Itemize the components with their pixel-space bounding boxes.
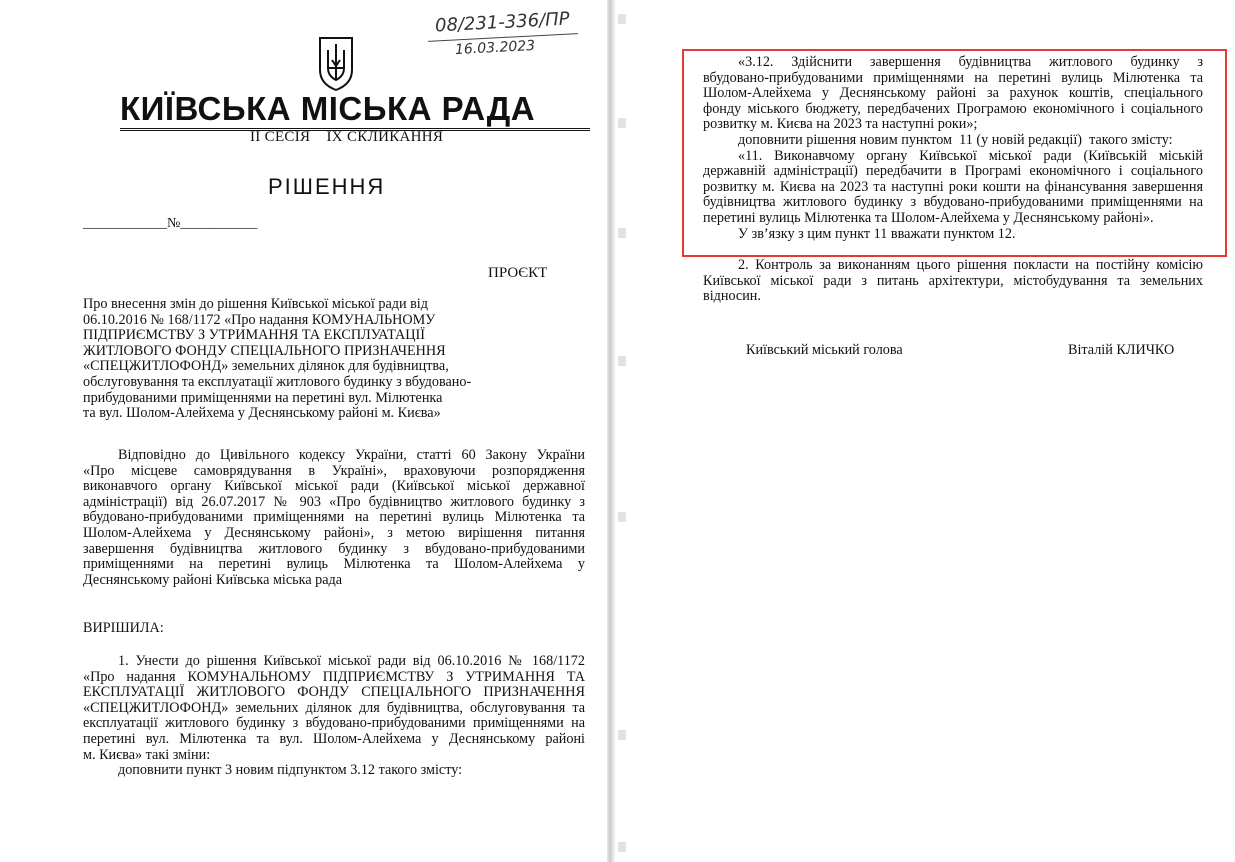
- heading-line: обслуговування та експлуатації житлового будинку з вбудовано-: [83, 373, 472, 390]
- scan-artifact: [618, 228, 626, 238]
- scan-artifact: [618, 730, 626, 740]
- registration-number: 08/231-336/ПР: [434, 8, 571, 37]
- heading-line: «СПЕЦЖИТЛОФОНД» земельних ділянок для будівництва,: [83, 358, 449, 375]
- subpoint-line: вбудовано-прибудованими приміщеннями на перетині вулиць Мілютенка та: [703, 69, 1203, 86]
- scan-artifact: [618, 356, 626, 366]
- subpoint-3-12: [703, 55, 1203, 242]
- item-2-line: 2. Контроль за виконанням цього рішення покласти на постійну комісію: [738, 257, 1203, 273]
- session-line: II СЕСІЯ IX СКЛИКАННЯ: [250, 129, 444, 145]
- item-2: [703, 258, 1203, 305]
- signature-name: Віталій КЛИЧКО: [1068, 342, 1175, 358]
- decision-heading: [83, 297, 553, 422]
- subpoint-line: розвитку м. Києва на 2023 та наступні роки»;: [703, 116, 978, 133]
- preamble-line: «Про місцеве самоврядування в Україні», враховуючи розпорядження: [83, 462, 585, 479]
- item-1-subline: доповнити пункт 3 новим підпунктом 3.12 такого змісту:: [118, 762, 463, 779]
- item-1-line: «Про надання КОМУНАЛЬНОМУ ПІДПРИЄМСТВУ З УТРИМАННЯ ТА: [83, 668, 585, 685]
- heading-line: 06.10.2016 № 168/1172 «Про надання КОМУНАЛЬНОМУ: [83, 311, 436, 328]
- scan-artifact: [618, 512, 626, 522]
- council-name: КИЇВСЬКА МІСЬКА РАДА: [120, 90, 536, 127]
- item-1-line: експлуатації житлового будинку з вбудовано-прибудованими приміщеннями на: [83, 715, 585, 732]
- scan-artifact: [618, 118, 626, 128]
- item-1-line: 1. Унести до рішення Київської міської ради від 06.10.2016 № 168/1172: [118, 653, 585, 669]
- subpoint-line: фонду міського бюджету, передбачених Програмою економічного і соціального: [703, 100, 1203, 117]
- renumber-line: У зв’язку з цим пункт 11 вважати пунктом 12.: [738, 225, 1016, 242]
- date-number-line: ____________№___________: [83, 216, 258, 231]
- item-1-line: ЕКСПЛУАТАЦІЇ ЖИТЛОВОГО ФОНДУ СПЕЦІАЛЬНОГО ПРИЗНАЧЕННЯ: [83, 684, 585, 701]
- item-11-line: перетині вулиць Мілютенка та Шолом-Алейхема у Деснянському районі».: [703, 209, 1154, 226]
- preamble: [83, 448, 585, 588]
- subpoint-line: Шолом-Алейхема у Деснянському районі за рахунок коштів, спеціального: [703, 85, 1203, 102]
- resolved-label: ВИРІШИЛА:: [83, 620, 164, 636]
- preamble-line: Шолом-Алейхема у Деснянському районі», з метою вирішення питання: [83, 524, 585, 541]
- heading-line: прибудованими приміщеннями на перетині вул. Мілютенка: [83, 389, 443, 406]
- item-1-line: м. Києва» такі зміни:: [83, 746, 211, 763]
- subpoint-line: «3.12. Здійснити завершення будівництва житлового будинку з: [738, 54, 1203, 70]
- decision-title: РІШЕННЯ: [268, 174, 386, 199]
- coat-of-arms-icon: [316, 36, 356, 92]
- item-11-line: «11. Виконавчому органу Київської міської ради (Київській міській: [738, 147, 1203, 164]
- item-11-line: державній адміністрації) передбачити в Програмі економічного і соціального: [703, 163, 1203, 180]
- add-item-line: доповнити рішення новим пунктом 11 (у новій редакції) такого змісту:: [738, 131, 1173, 148]
- item-11-line: будівництва житлового будинку з вбудовано-прибудованими приміщеннями на: [703, 194, 1203, 211]
- item-1: [83, 654, 585, 779]
- preamble-line: Відповідно до Цивільного кодексу України, статті 60 Закону України: [118, 447, 585, 463]
- heading-line: ПІДПРИЄМСТВУ З УТРИМАННЯ ТА ЕКСПЛУАТАЦІЇ: [83, 327, 425, 344]
- item-2-line: відносин.: [703, 288, 761, 305]
- registration-date: 16.03.2023: [454, 37, 536, 59]
- item-1-line: «СПЕЦЖИТЛОФОНД» земельних ділянок для будівництва, обслуговування та: [83, 699, 585, 716]
- item-2-line: Київської міської ради з питань архітектури, містобудування та земельних: [703, 272, 1203, 289]
- preamble-line: виконавчого органу Київської міської ради (Київської міської державної: [83, 478, 585, 495]
- heading-line: Про внесення змін до рішення Київської міської ради від: [83, 296, 428, 312]
- heading-line: ЖИТЛОВОГО ФОНДУ СПЕЦІАЛЬНОГО ПРИЗНАЧЕННЯ: [83, 342, 446, 359]
- preamble-line: завершення будівництва житлового будинку з вбудовано-прибудованими: [83, 540, 585, 557]
- scan-artifact: [618, 842, 626, 852]
- page-divider: [607, 0, 615, 862]
- scan-artifact: [618, 14, 626, 24]
- preamble-line: адміністрації) від 26.07.2017 № 903 «Про будівництво житлового будинку з: [83, 493, 585, 510]
- signature-title: Київський міський голова: [746, 342, 903, 358]
- preamble-line: приміщеннями на перетині вулиць Мілютенка та Шолом-Алейхема у: [83, 556, 585, 573]
- item-1-line: перетині вул. Мілютенка та вул. Шолом-Алейхема у Деснянському районі: [83, 730, 585, 747]
- item-11-line: розвитку м. Києва на 2023 та наступні роки кошти на фінансування завершення: [703, 178, 1203, 195]
- heading-line: та вул. Шолом-Алейхема у Деснянському районі м. Києва»: [83, 405, 441, 422]
- preamble-line: вбудовано-прибудованими приміщеннями на перетині вулиць Мілютенка та: [83, 509, 585, 526]
- project-label: ПРОЄКТ: [488, 265, 548, 281]
- preamble-line: Деснянському районі Київська міська рада: [83, 571, 343, 588]
